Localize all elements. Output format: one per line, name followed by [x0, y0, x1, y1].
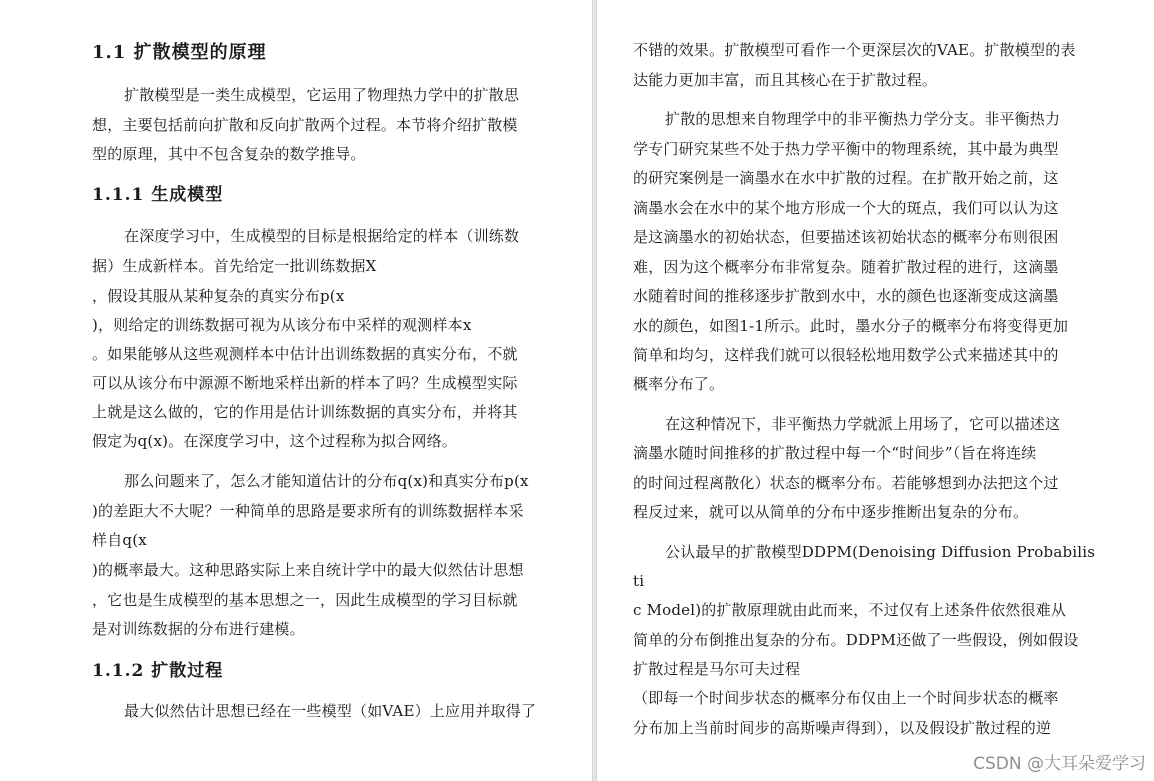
text-line: 公认最早的扩散模型DDPM(Denoising Diffusion Probabilis	[665, 543, 1096, 561]
text-line: 程反过来，就可以从简单的分布中逐步推断出复杂的分布。	[633, 503, 1029, 521]
text-line: )的概率最大。这种思路实际上来自统计学中的最大似然估计思想	[92, 561, 524, 579]
text-line: 扩散模型是一类生成模型，它运用了物理热力学中的扩散思	[124, 86, 520, 104]
text-line: 那么问题来了，怎么才能知道估计的分布q(x)和真实分布p(x	[124, 472, 529, 490]
text-line: ，假设其服从某种复杂的真实分布p(x	[92, 287, 345, 305]
text-line: 型的原理，其中不包含复杂的数学推导。	[92, 145, 366, 163]
text-line: 想，主要包括前向扩散和反向扩散两个过程。本节将介绍扩散模	[92, 116, 518, 134]
text-line: 简单和均匀，这样我们就可以很轻松地用数学公式来描述其中的	[633, 346, 1059, 364]
text-line: 样自q(x	[92, 531, 147, 549]
csdn-watermark: CSDN @大耳朵爱学习	[973, 754, 1146, 774]
text-line: 据）生成新样本。首先给定一批训练数据X	[92, 257, 377, 275]
text-line: 的研究案例是一滴墨水在水中扩散的过程。在扩散开始之前，这	[633, 169, 1059, 187]
text-line: )的差距大不大呢？一种简单的思路是要求所有的训练数据样本采	[92, 502, 524, 520]
text-line: ti	[633, 572, 645, 590]
text-line: 水随着时间的推移逐步扩散到水中，水的颜色也逐渐变成这滴墨	[633, 287, 1059, 305]
text-line: 是这滴墨水的初始状态，但要描述该初始状态的概率分布则很困	[633, 228, 1059, 246]
section-heading-1-1-1: 1.1.1 生成模型	[92, 185, 224, 205]
text-line: 学专门研究某些不处于热力学平衡中的物理系统，其中最为典型	[633, 140, 1059, 158]
text-line: 扩散的思想来自物理学中的非平衡热力学分支。非平衡热力	[665, 110, 1061, 128]
text-line: 扩散过程是马尔可夫过程	[633, 660, 801, 678]
text-line: )，则给定的训练数据可视为从该分布中采样的观测样本x	[92, 316, 472, 334]
text-line: 可以从该分布中源源不断地采样出新的样本了吗？生成模型实际	[92, 374, 518, 392]
text-line: 滴墨水会在水中的某个地方形成一个大的斑点，我们可以认为这	[633, 199, 1059, 217]
text-line: 在这种情况下，非平衡热力学就派上用场了，它可以描述这	[665, 415, 1061, 433]
text-line: 水的颜色，如图1-1所示。此时，墨水分子的概率分布将变得更加	[633, 317, 1069, 335]
text-line: 。如果能够从这些观测样本中估计出训练数据的真实分布，不就	[92, 345, 518, 363]
text-line: c Model)的扩散原理就由此而来，不过仅有上述条件依然很难从	[633, 601, 1067, 619]
text-line: 分布加上当前时间步的高斯噪声得到），以及假设扩散过程的逆	[633, 719, 1052, 737]
text-line: 上就是这么做的，它的作用是估计训练数据的真实分布，并将其	[92, 403, 518, 421]
right-page	[597, 0, 1154, 781]
text-line: 难，因为这个概率分布非常复杂。随着扩散过程的进行，这滴墨	[633, 258, 1059, 276]
text-line: 滴墨水随时间推移的扩散过程中每一个“时间步”（旨在将连续	[633, 444, 1037, 462]
section-heading-1-1: 1.1 扩散模型的原理	[92, 42, 267, 63]
text-line: 不错的效果。扩散模型可看作一个更深层次的VAE。扩散模型的表	[633, 41, 1076, 59]
text-line: 最大似然估计思想已经在一些模型（如VAE）上应用并取得了	[124, 702, 537, 720]
text-line: 简单的分布倒推出复杂的分布。DDPM还做了一些假设，例如假设	[633, 631, 1079, 649]
section-heading-1-1-2: 1.1.2 扩散过程	[92, 661, 224, 681]
text-line: 在深度学习中，生成模型的目标是根据给定的样本（训练数	[124, 227, 520, 245]
text-line: 达能力更加丰富，而且其核心在于扩散过程。	[633, 71, 938, 89]
text-line: 是对训练数据的分布进行建模。	[92, 620, 305, 638]
text-line: （即每一个时间步状态的概率分布仅由上一个时间步状态的概率	[633, 689, 1059, 707]
text-line: 的时间过程离散化）状态的概率分布。若能够想到办法把这个过	[633, 474, 1059, 492]
text-line: 概率分布了。	[633, 375, 725, 393]
text-line: ，它也是生成模型的基本思想之一，因此生成模型的学习目标就	[92, 591, 518, 609]
text-line: 假定为q(x)。在深度学习中，这个过程称为拟合网络。	[92, 432, 457, 450]
